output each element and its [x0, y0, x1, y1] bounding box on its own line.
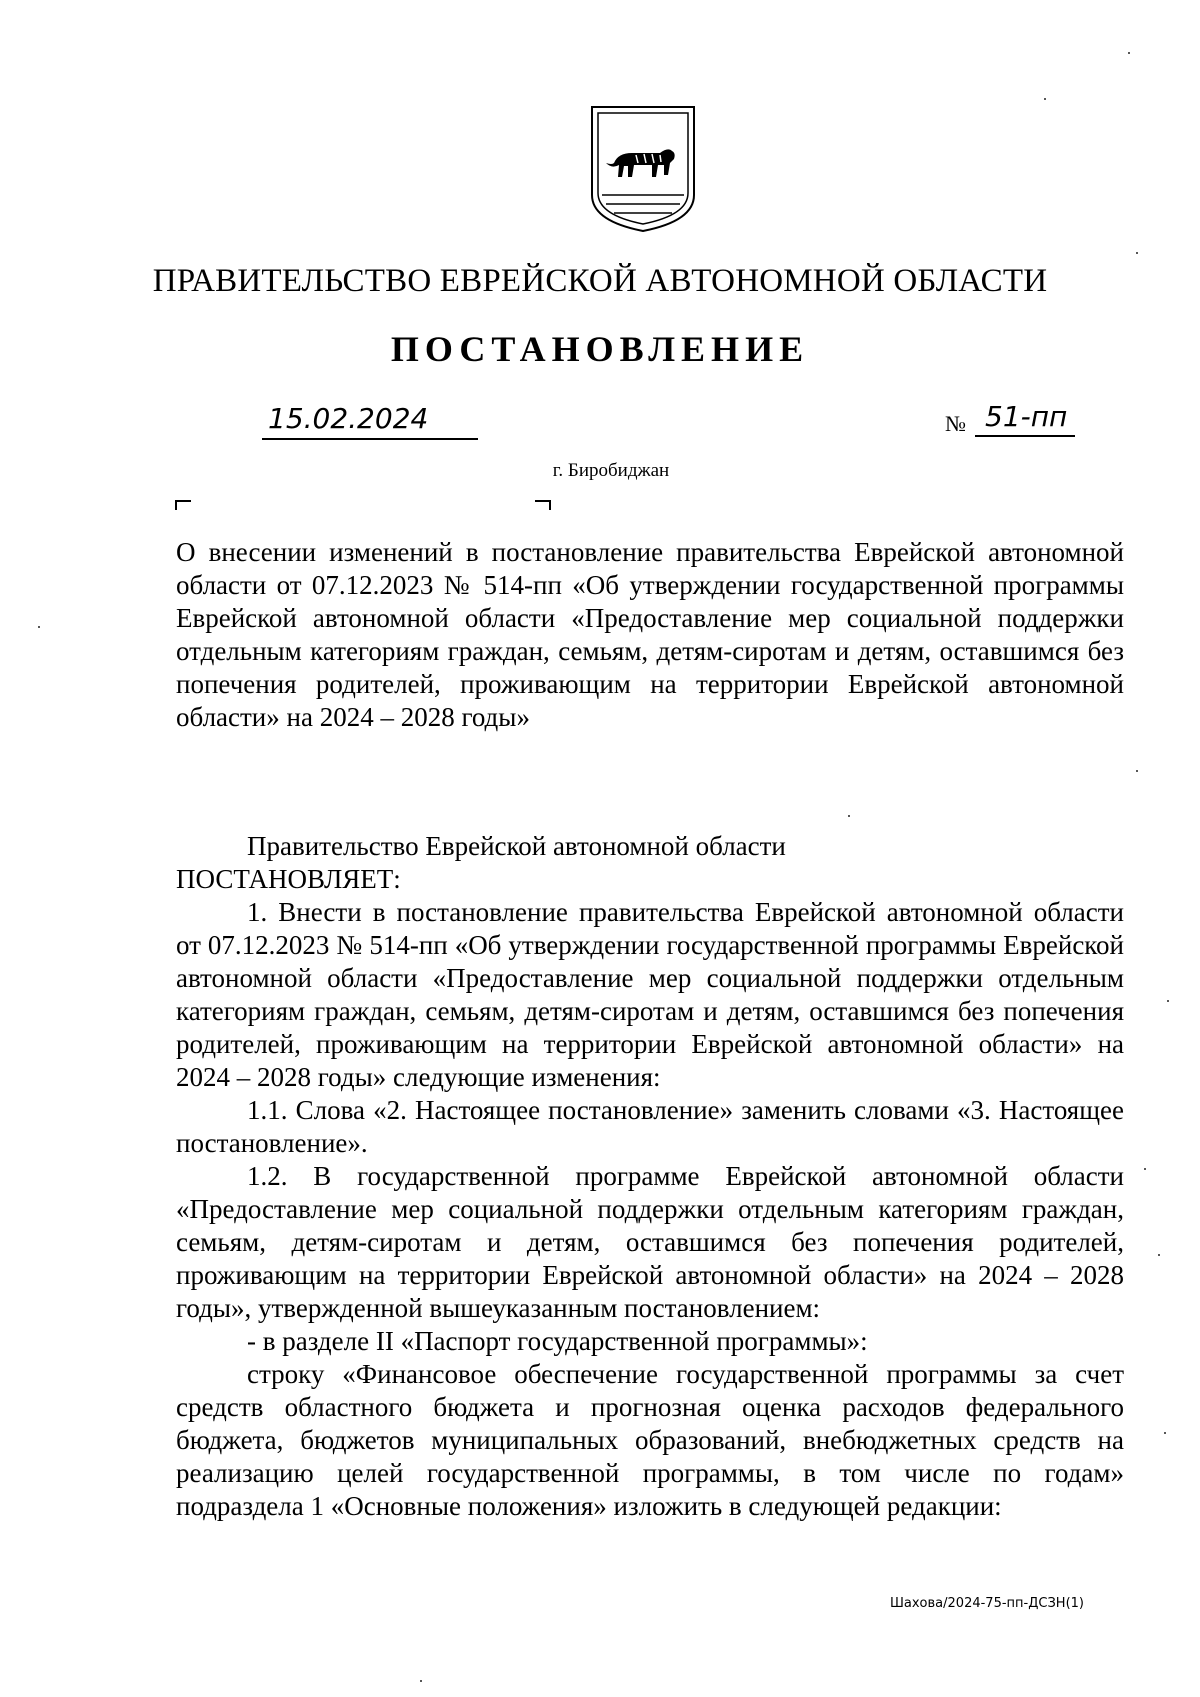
number-sign: № — [945, 411, 966, 436]
scan-speck — [1136, 252, 1138, 254]
scan-speck — [1158, 1254, 1160, 1256]
subject-corner-left — [175, 500, 191, 510]
paragraph-line-financing: строку «Финансовое обеспечение государственной программы за счет средств областного бюджета и прогнозная оценка расходов федерального бюджета, бюджетов муниципальных образований, внебюджетных средств на реализацию целей государственной программы, в том числе по годам» подраздела 1 «Основные положения» изложить в следующей редакции: — [176, 1359, 1124, 1521]
coat-of-arms-tiger-icon — [588, 103, 698, 235]
scan-speck — [1128, 52, 1130, 54]
government-title: ПРАВИТЕЛЬСТВО ЕВРЕЙСКОЙ АВТОНОМНОЙ ОБЛАСТИ — [152, 263, 1048, 299]
document-type: ПОСТАНОВЛЕНИЕ — [390, 329, 810, 369]
scan-speck — [1167, 1000, 1169, 1002]
scan-speck — [38, 626, 40, 628]
document-subject — [176, 536, 1124, 734]
paragraph-1-1: 1.1. Слова «2. Настоящее постановление» заменить словами «3. Настоящее постановление». — [176, 1095, 1124, 1158]
paragraph-1: 1. Внести в постановление правительства Еврейской автономной области от 07.12.2023 № 514-пп «Об утверждении государственной программы Еврейской автономной области «Предоставление мер социальной поддержки отдельным категориям граждан, семьям, детям-сиротам и детям, оставшимся без попечения родителей, проживающим на территории Еврейской автономной области» на 2024 – 2028 годы» следующие изменения: — [176, 897, 1124, 1092]
document-body — [176, 830, 1124, 1523]
body-intro: Правительство Еврейской автономной области — [247, 831, 786, 861]
scan-speck — [1044, 98, 1046, 100]
city: г. Биробиджан — [552, 460, 670, 481]
document-date: 15.02.2024 — [262, 400, 478, 440]
subject-corner-right — [535, 500, 551, 510]
scan-speck — [1136, 770, 1138, 772]
body-resolves: ПОСТАНОВЛЯЕТ: — [176, 864, 401, 894]
number-value: 51-пп — [975, 397, 1075, 437]
bullet-section-2: - в разделе II «Паспорт государственной программы»: — [247, 1326, 868, 1356]
document-number — [945, 397, 1075, 439]
scan-speck — [848, 815, 850, 817]
scan-speck — [1144, 1168, 1146, 1170]
scan-speck — [420, 1680, 422, 1682]
scan-speck — [1164, 1432, 1166, 1434]
footer-reference: Шахова/2024-75-пп-ДСЗН(1) — [890, 1596, 1084, 1611]
paragraph-1-2: 1.2. В государственной программе Еврейской автономной области «Предоставление мер социальной поддержки отдельным категориям граждан, семьям, детям-сиротам и детям, оставшимся без попечения родителей, проживающим на территории Еврейской автономной области» на 2024 – 2028 годы», утвержденной вышеуказанным постановлением: — [176, 1161, 1124, 1323]
subject-text: О внесении изменений в постановление правительства Еврейской автономной области от 07.12.2023 № 514-пп «Об утверждении государственной программы Еврейской автономной области «Предоставление мер социальной поддержки отдельным категориям граждан, семьям, детям-сиротам и детям, оставшимся без попечения родителей, проживающим на территории Еврейской автономной области» на 2024 – 2028 годы» — [176, 537, 1124, 732]
